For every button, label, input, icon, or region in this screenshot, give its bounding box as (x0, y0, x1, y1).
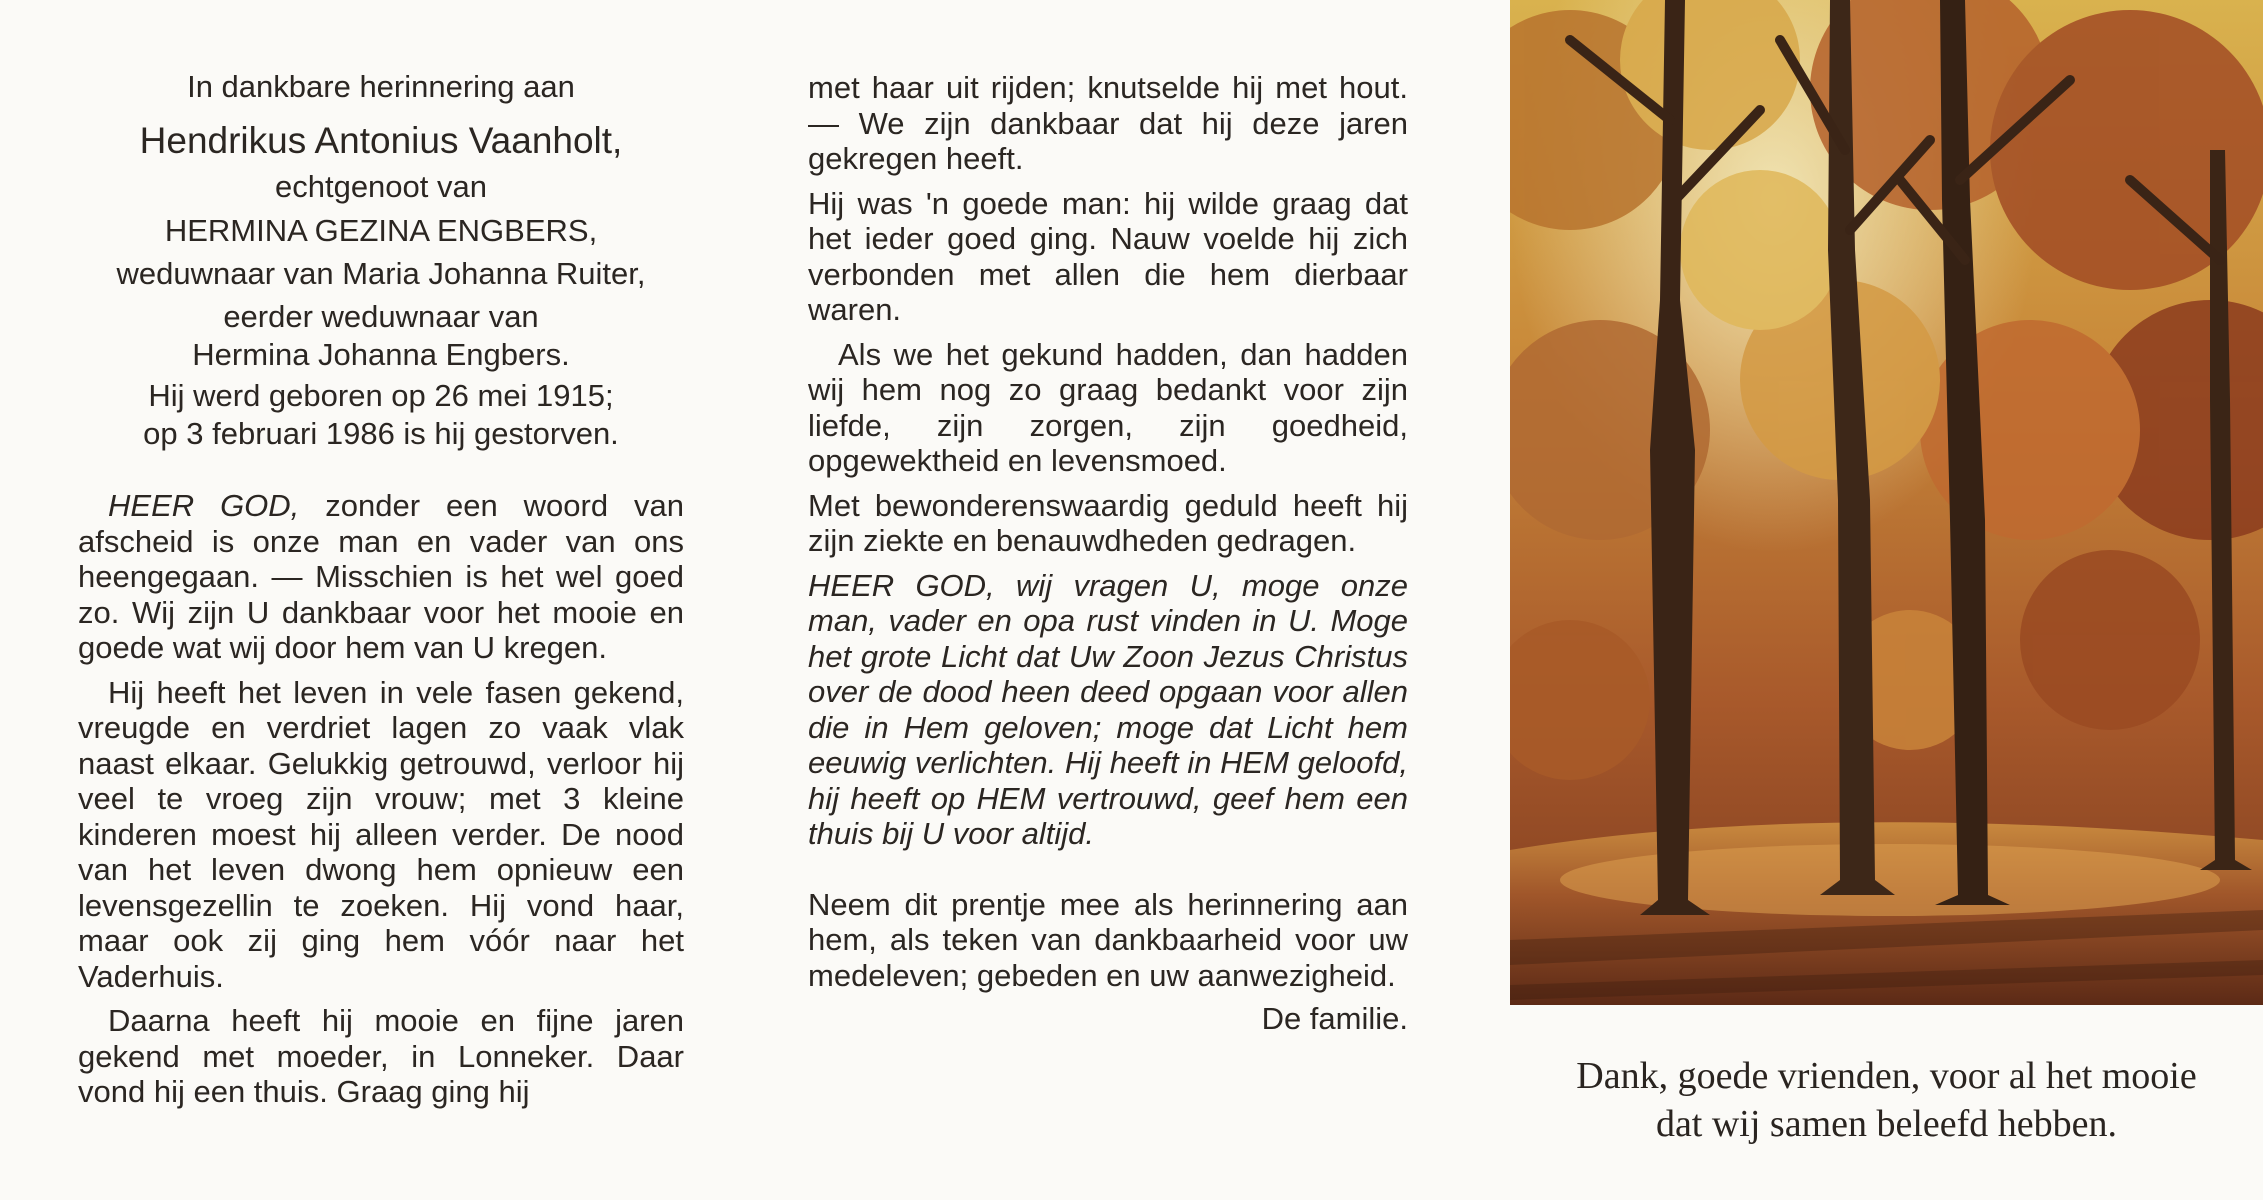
paragraph-6: Als we het gekund hadden, dan hadden wij hem nog zo graag bedankt voor zijn liefde, zijn zorgen, zijn goedheid, opgewektheid en levensmoed. (808, 336, 1408, 478)
prayer: HEER GOD, wij vragen U, moge onze man, vader en opa rust vinden in U. Moge het grote Licht dat Uw Zoon Jezus Christus over de dood heen deed opgaan voor allen die in Hem geloven; moge dat Licht hem eeuwig verlichten. Hij heeft in HEM geloofd, hij heeft op HEM vertrouwd, geef hem een thuis bij U voor altijd. (808, 567, 1408, 851)
paragraph-7: Met bewonderenswaardig geduld heeft hij zijn ziekte en benauwdheden gedragen. (808, 487, 1408, 558)
left-column (78, 0, 684, 1110)
signature: De familie. (1261, 1001, 1408, 1036)
autumn-forest-photo (1510, 0, 2263, 1005)
paragraph-2: Hij heeft het leven in vele fasen gekend, vreugde en verdriet lagen zo vaak vlak naast elkaar. Gelukkig getrouwd, verloor hij veel te vroeg zijn vrouw; met 3 kleine kinderen moest hij alleen verder. De nood van het leven dwong hem opnieuw een levensgezellin te zoeken. Hij vond haar, maar ook zij ging hem vóór naar het Vaderhuis. (78, 674, 684, 994)
spouse-name: HERMINA GEZINA ENGBERS, (164, 213, 598, 248)
paragraph-1 (78, 488, 684, 666)
widower-line-2: Hermina Johanna Engbers. (192, 336, 570, 372)
caption-line-1: Dank, goede vrienden, voor al het mooie (1576, 1055, 2197, 1097)
paragraph-5: Hij was 'n goede man: hij wilde graag dat het ieder goed ging. Nauw voelde hij zich verbonden met allen die hem dierbaar waren. (808, 185, 1408, 327)
widower-line-1: weduwnaar van Maria Johanna Ruiter, (116, 255, 646, 291)
deceased-name: Hendrikus Antonius Vaanholt, (139, 119, 623, 161)
paragraph-1-lead: HEER GOD, (108, 488, 300, 523)
widower-label-2: eerder weduwnaar van (223, 299, 539, 334)
paragraph-1-text: zonder een woord van afscheid is onze man en vader van ons heengegaan. — Misschien is het wel goed zo. Wij zijn U dankbaar voor het mooie en goede wat wij door hem van U kregen. (78, 488, 685, 665)
caption-line-2: dat wij samen beleefd hebben. (1655, 1103, 2118, 1145)
photo-caption (1510, 1052, 2263, 1148)
paragraph-4: met haar uit rijden; knutselde hij met hout. — We zijn dankbaar dat hij deze jaren gekregen heeft. (808, 70, 1408, 176)
death-line: op 3 februari 1986 is hij gestorven. (143, 415, 619, 451)
spouse-label: echtgenoot van (274, 168, 487, 204)
closing-paragraph: Neem dit prentje mee als herinnering aan hem, als teken van dankbaarheid voor uw medeleven; gebeden en uw aanwezigheid. (808, 886, 1408, 993)
birth-line: Hij werd geboren op 26 mei 1915; (148, 378, 614, 413)
paragraph-3: Daarna heeft hij mooie en fijne jaren gekend met moeder, in Lonneker. Daar vond hij een thuis. Graag ging hij (78, 1003, 684, 1109)
intro-line: In dankbare herinnering aan (187, 69, 575, 104)
middle-column (808, 0, 1408, 1037)
